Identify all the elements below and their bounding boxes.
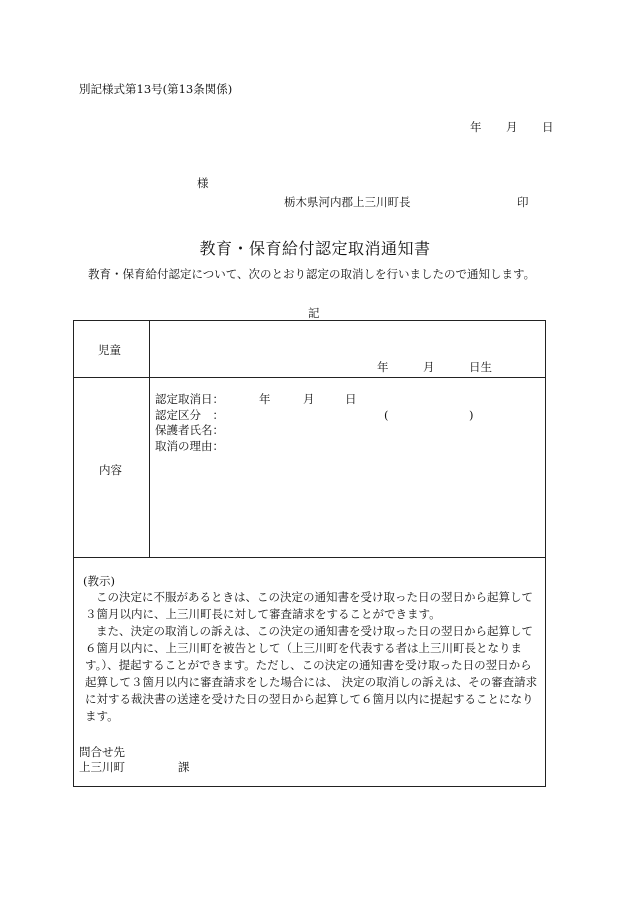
- notice-body: [77, 589, 543, 725]
- issue-date-month: 月: [506, 120, 518, 134]
- issue-date-day: 日: [542, 120, 554, 134]
- child-label: 児童: [98, 343, 121, 357]
- reason-row: [155, 439, 224, 455]
- category-paren-open: (: [384, 408, 389, 422]
- guardian-label: 保護者氏名：: [155, 423, 224, 437]
- table-divider-content: [73, 557, 546, 558]
- content-label: 内容: [99, 463, 122, 477]
- issuer-name: 栃木県河内郡上三川町長: [284, 195, 411, 209]
- category-paren-close: ): [469, 408, 474, 422]
- notice-paragraph-1: この決定に不服があるときは、この決定の通知書を受け取った日の翌日から起算して３箇月以内に、上三川町長に対して審査請求をすることができます。: [85, 590, 533, 621]
- table-divider-child: [73, 377, 546, 378]
- content-fields: [155, 392, 357, 454]
- cancel-date-row: [155, 392, 357, 408]
- birth-day: 日生: [469, 360, 492, 374]
- form-number: 別記様式第13号(第13条関係): [79, 82, 233, 96]
- seal-mark: 印: [517, 195, 529, 209]
- table-column-divider: [149, 320, 150, 557]
- document-title: 教育・保育給付認定取消通知書: [199, 239, 431, 258]
- cancel-year: 年: [259, 392, 271, 406]
- cancel-month: 月: [303, 392, 315, 406]
- ki-marker: 記: [308, 306, 320, 320]
- addressee-suffix: 様: [197, 176, 209, 190]
- contact-dept-suffix: 課: [178, 760, 190, 774]
- contact-town: 上三川町: [79, 760, 125, 774]
- birth-month: 月: [423, 360, 435, 374]
- intro-text: 教育・保育給付認定について、次のとおり認定の取消しを行いましたので通知します。: [88, 267, 536, 281]
- cancel-date-label: 認定取消日：: [155, 392, 224, 406]
- contact-heading: 問合せ先: [79, 745, 125, 759]
- category-label: 認定区分 ：: [155, 407, 224, 422]
- issue-date-year: 年: [470, 120, 482, 134]
- notice-paragraph-2: また、決定の取消しの訴えは、この決定の通知書を受け取った日の翌日から起算して６箇月以内に、上三川町を被告として（上三川町を代表する者は上三川町長となります。）、提起することができます。ただし、この決定の通知書を受け取った日の翌日から起算して３箇月以内に審査請求をした場合には、 決定の取消しの訴えは、その審査請求に対する裁決書の送達を受けた日の翌日から起算して６箇月以内に提起することになります。: [85, 624, 538, 723]
- reason-label: 取消の理由：: [155, 438, 224, 453]
- notice-heading: (教示): [83, 574, 115, 588]
- birth-date: [377, 359, 492, 375]
- cancel-date-value: [259, 392, 357, 408]
- issue-date: [470, 119, 554, 135]
- cancel-day: 日: [345, 392, 357, 406]
- category-row: [155, 408, 224, 424]
- birth-year: 年: [377, 360, 389, 374]
- guardian-row: [155, 423, 224, 439]
